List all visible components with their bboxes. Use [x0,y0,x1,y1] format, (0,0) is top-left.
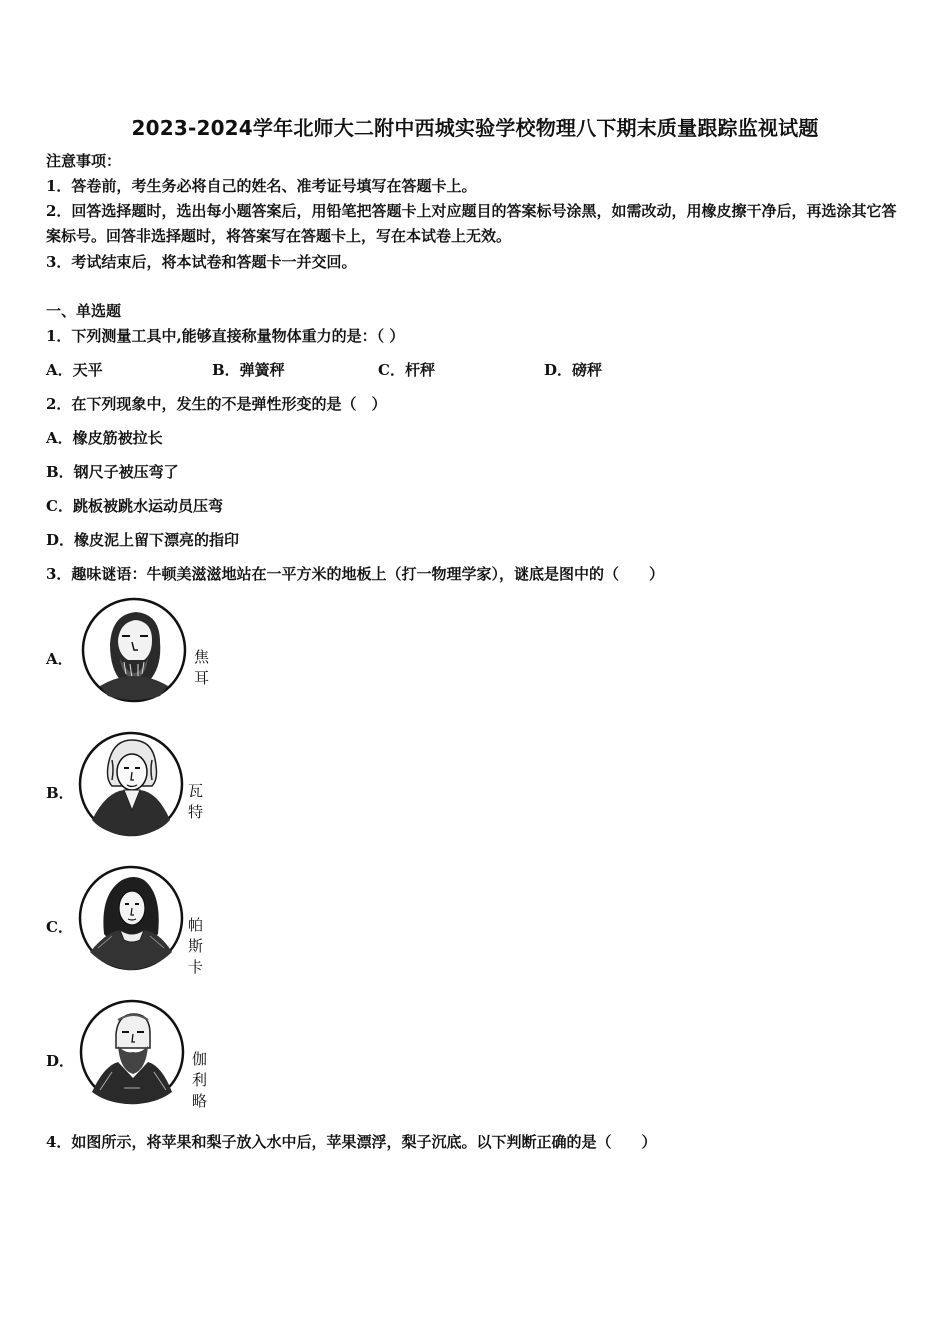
section-heading: 一、单选题 [46,302,122,320]
q3-option-c-letter: C． [46,918,73,936]
q2-option-d[interactable]: D．橡皮泥上留下漂亮的指印 [46,531,240,549]
q2-option-a[interactable]: A．橡皮筋被拉长 [46,429,163,447]
q1-stem: 1．下列测量工具中,能够直接称量物体重力的是：（ ） [46,327,405,345]
portrait-bearded-icon [80,596,188,704]
q3-option-b-name: 瓦特 [188,782,204,821]
q1-options [46,359,602,381]
portrait-longhair-icon [78,864,184,972]
notice-item-3: 3．考试结束后，将本试卷和答题卡一并交回。 [46,253,357,271]
q3-option-a-name: 焦耳 [194,648,210,687]
q2-option-c[interactable]: C．跳板被跳水运动员压弯 [46,497,223,515]
notice-item-1: 1．答卷前，考生务必将自己的姓名、准考证号填写在答题卡上。 [46,177,477,195]
q3-stem: 3．趣味谜语：牛顿美滋滋地站在一平方米的地板上（打一物理学家），谜底是图中的（ ） [46,565,664,583]
q2-option-b[interactable]: B．钢尺子被压弯了 [46,463,179,481]
q1-option-b[interactable]: B．弹簧秤 [212,361,285,379]
q3-option-c-name: 帕斯卡 [188,916,204,976]
notice-heading: 注意事项： [46,152,122,170]
portrait-wig-icon [78,730,184,838]
q1-option-c[interactable]: C．杆秤 [378,361,435,379]
q2-stem: 2．在下列现象中，发生的不是弹性形变的是（ ） [46,395,387,413]
q3-option-b-letter: B． [46,784,74,802]
q1-option-d[interactable]: D．磅秤 [544,361,603,379]
q4-stem: 4．如图所示，将苹果和梨子放入水中后，苹果漂浮，梨子沉底。以下判断正确的是（ ） [46,1133,657,1151]
page-title: 2023-2024学年北师大二附中西城实验学校物理八下期末质量跟踪监视试题 [131,116,819,140]
q3-option-d-letter: D． [46,1052,75,1070]
q3-option-d-name: 伽利略 [192,1050,208,1110]
q3-option-a-letter: A． [46,650,73,668]
notice-item-2: 2．回答选择题时，选出每小题答案后，用铅笔把答题卡上对应题目的答案标号涂黑，如需改动，用橡皮擦干净后，再选涂其它答案标号。回答非选择题时，将答案写在答题卡上，写在本试卷上无效。 [46,202,897,245]
q1-option-a[interactable]: A．天平 [46,361,103,379]
portrait-elder-icon [78,998,186,1106]
